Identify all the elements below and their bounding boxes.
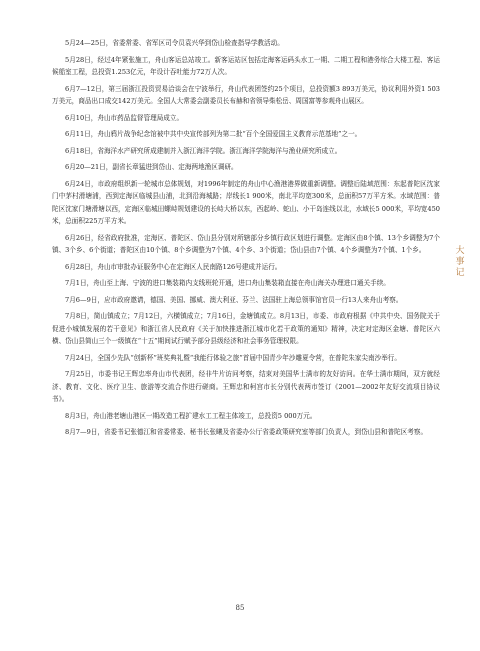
chronicle-text — [52, 37, 440, 443]
chronicle-entry: 8月3日，舟山港老塘山港区一期改造工程扩建水工工程主体竣工，总投资5 000万元。 — [65, 411, 317, 420]
chronicle-entry: 7月24日，全国少先队“创新杯”班奖典礼暨“我能行体验之旅”首届中国青少年沙雕夏令营，在普陀朱家尖南沙举行。 — [65, 353, 401, 362]
chronicle-entry: 6月10日，舟山市药品监督管理局成立。 — [65, 113, 184, 122]
page-number: 85 — [235, 604, 245, 612]
chronicle-entry: 6月7—12日，第三届浙江投资贸易洽谈会在宁波举行，舟山代表团签约25个项目，总投资额3 893万美元，协议利用外资1 503万美元，商品出口成交142万美元。全国人大常委会副委员长布赫和省领导柴松岳、周国富等参观舟山展区。 — [52, 84, 440, 105]
chronicle-entry: 7月6—9日，应市政府邀请，德国、美国、挪威、澳大利亚、芬兰、法国驻上海总领事馆官员一行13人来舟山考察。 — [65, 295, 403, 304]
chronicle-entry: 7月25日，市委书记王辉忠率舟山市代表团，经非牛片访问考察，结束对美国华士满市的友好访问。在华士满市期间，双方就经济、教育、文化、医疗卫生、旅游等交流合作进行磋商。王辉忠和柯宫市长分别代表两市签订《2001—2002年友好交流项目协议书》。 — [52, 370, 440, 403]
section-side-label — [454, 246, 466, 279]
side-label-char: 记 — [455, 268, 465, 278]
chronicle-entry: 6月11日，舟山鸦片战争纪念馆被中共中央宣传部列为第二批“百个全国爱国主义教育示范基地”之一。 — [65, 130, 362, 138]
chronicle-entry: 6月18日，省海洋水产研究所成建制并入浙江海洋学院。浙江海洋学院海洋与渔业研究所成立。 — [65, 146, 342, 155]
chronicle-entry: 6月24日，市政府组织新一轮城市总体规划，对1996年制定的舟山中心渔港港界做重新调整。调整后陆域范围：东起普陀区沈家门中茅村滑塘浦，西到定海区临城县山浦，北到沿海城路；岸线长1 900米，南北平均宽300米，总面积57万平方米。水域范围：普陀区沈家门塘滑塘以西，定海区临城田螺峙规划建设的长峙大桥以东，西起岭、蛇山、小干岛连线以北，水域长5 000米，平均宽450米，总面积225万平方米。 — [52, 179, 440, 225]
chronicle-entry: 6月26日，经省政府批准，定海区、普陀区、岱山县分别对所辖部分乡镇行政区划进行调整。定海区由8个镇、13个乡调整为7个镇、3个乡、6个街道；普陀区由10个镇、8个乡调整为7个镇、4个乡、3个街道；岱山县由7个镇、4个乡调整为7个镇、1个乡。 — [52, 233, 440, 254]
chronicle-entry: 6月28日，舟山市审批办证服务中心在定海区人民南路126号建成并运行。 — [65, 262, 282, 271]
side-label-char: 大 — [455, 246, 465, 256]
chronicle-entry: 5月28日，经过4年紧张施工，舟山客运总站竣工。新客运站区包括定海客运码头水工一期、二期工程和港务综合大楼工程、客运候船室工程，总投资1.253亿元，年设计吞吐能力72万人次。 — [52, 55, 440, 76]
chronicle-entry: 5月24—25日，省委常委、省军区司令员袁兴华到岱山检查指导学教活动。 — [65, 39, 284, 47]
chronicle-entry: 7月1日，舟山至上海、宁波的进口集装箱内支线班轮开通，进口舟山集装箱直接在舟山海关办理进口通关手续。 — [65, 279, 390, 287]
chronicle-entry: 6月20—21日，副省长章猛进到岱山、定海两地渔区调研。 — [65, 163, 238, 171]
side-label-char: 事 — [455, 257, 465, 267]
chronicle-entry: 8月7—9日，省委书记张德江和省委常委、秘书长张曦及省委办公厅省委政策研究室等部门负责人，到岱山县和普陀区考察。 — [65, 428, 428, 436]
chronicle-entry: 7月8日，简山镇成立；7月12日，六横镇成立；7月16日，金塘镇成立。8月13日，市委、市政府根据《中共中央、国务院关于促进小城镇发展的若干意见》和浙江省人民政府《关于加快推进浙江城市化若干政策的通知》精神，决定对定海区金塘、普陀区六横、岱山县简山三个一级镇在“十五”期间试行赋予部分县级经济和社会事务管理权限。 — [52, 312, 440, 345]
